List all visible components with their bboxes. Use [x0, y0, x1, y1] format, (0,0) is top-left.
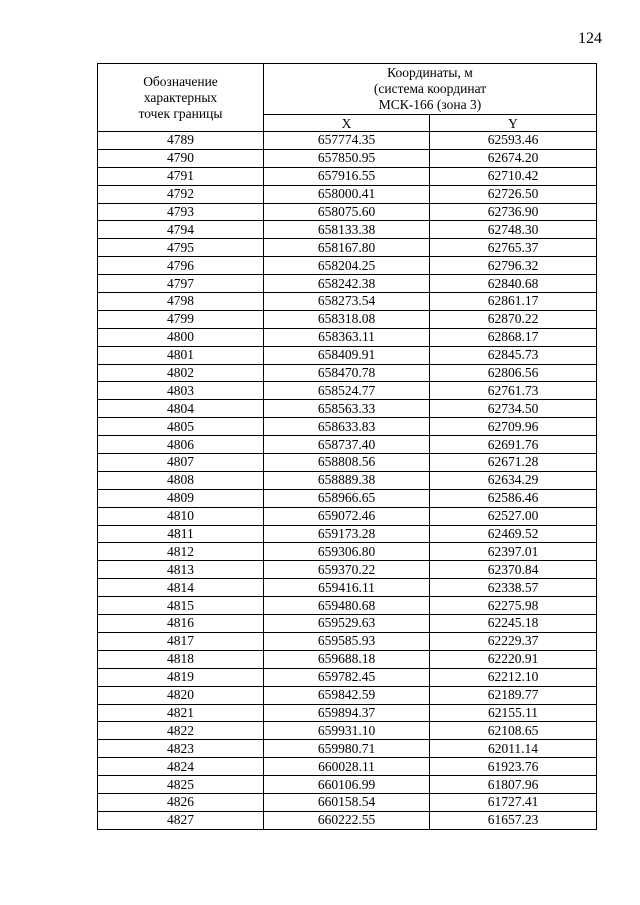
point-number-cell: 4819: [98, 668, 264, 686]
point-number-cell: 4824: [98, 758, 264, 776]
x-coordinate-cell: 659370.22: [264, 561, 430, 579]
table-row: [98, 221, 597, 239]
table-row: [98, 257, 597, 275]
table-row: [98, 668, 597, 686]
point-number-cell: 4792: [98, 185, 264, 203]
point-designation-header: [98, 64, 264, 132]
y-coordinate-cell: 62845.73: [430, 346, 597, 364]
y-coordinate-cell: 62212.10: [430, 668, 597, 686]
x-coordinate-cell: 658737.40: [264, 436, 430, 454]
y-coordinate-cell: 62469.52: [430, 525, 597, 543]
x-coordinate-cell: 659072.46: [264, 507, 430, 525]
coordinates-table-body: [98, 132, 597, 830]
y-coordinate-cell: 62861.17: [430, 293, 597, 311]
point-number-cell: 4827: [98, 811, 264, 829]
y-coordinate-cell: 62765.37: [430, 239, 597, 257]
y-coordinate-cell: 62108.65: [430, 722, 597, 740]
y-coordinate-cell: 62806.56: [430, 364, 597, 382]
table-row: [98, 328, 597, 346]
x-coordinate-cell: 659306.80: [264, 543, 430, 561]
x-coordinate-cell: 658273.54: [264, 293, 430, 311]
table-row: [98, 132, 597, 150]
table-row: [98, 811, 597, 829]
x-coordinate-cell: 658966.65: [264, 489, 430, 507]
y-coordinate-cell: 62761.73: [430, 382, 597, 400]
table-row: [98, 543, 597, 561]
x-coordinate-cell: 658563.33: [264, 400, 430, 418]
x-coordinate-cell: 658470.78: [264, 364, 430, 382]
page-number: 124: [578, 30, 602, 47]
coordinates-table: [97, 63, 597, 830]
table-row: [98, 471, 597, 489]
y-coordinate-cell: 62726.50: [430, 185, 597, 203]
y-coordinate-cell: 62527.00: [430, 507, 597, 525]
y-coordinate-cell: 62397.01: [430, 543, 597, 561]
point-number-cell: 4789: [98, 132, 264, 150]
x-coordinate-cell: 660158.54: [264, 793, 430, 811]
table-row: [98, 203, 597, 221]
y-coordinate-cell: 62338.57: [430, 579, 597, 597]
x-coordinate-cell: 659529.63: [264, 615, 430, 633]
coords-header-line-3: МСК-166 (зона 3): [378, 97, 482, 112]
x-coordinate-cell: 660106.99: [264, 776, 430, 794]
point-number-cell: 4793: [98, 203, 264, 221]
x-coordinate-cell: 660222.55: [264, 811, 430, 829]
y-coordinate-cell: 62011.14: [430, 740, 597, 758]
point-number-cell: 4808: [98, 471, 264, 489]
point-number-cell: 4791: [98, 167, 264, 185]
y-coordinate-cell: 62748.30: [430, 221, 597, 239]
x-coordinate-cell: 658000.41: [264, 185, 430, 203]
y-coordinate-cell: 61727.41: [430, 793, 597, 811]
y-coordinate-cell: 62868.17: [430, 328, 597, 346]
y-coordinate-cell: 62593.46: [430, 132, 597, 150]
table-row: [98, 454, 597, 472]
table-row: [98, 418, 597, 436]
x-coordinate-cell: 658075.60: [264, 203, 430, 221]
x-coordinate-cell: 659173.28: [264, 525, 430, 543]
point-number-cell: 4803: [98, 382, 264, 400]
y-coordinate-cell: 62155.11: [430, 704, 597, 722]
point-number-cell: 4796: [98, 257, 264, 275]
point-number-cell: 4802: [98, 364, 264, 382]
x-coordinate-cell: 658242.38: [264, 275, 430, 293]
y-column-header: Y: [430, 115, 597, 132]
y-coordinate-cell: 61807.96: [430, 776, 597, 794]
table-row: [98, 382, 597, 400]
point-number-cell: 4825: [98, 776, 264, 794]
y-coordinate-cell: 62671.28: [430, 454, 597, 472]
coords-header-line-1: Координаты, м: [387, 65, 473, 80]
table-row: [98, 758, 597, 776]
table-row: [98, 722, 597, 740]
table-row: [98, 579, 597, 597]
table-row: [98, 793, 597, 811]
y-coordinate-cell: 62736.90: [430, 203, 597, 221]
point-number-cell: 4795: [98, 239, 264, 257]
point-number-cell: 4806: [98, 436, 264, 454]
table-row: [98, 615, 597, 633]
table-row: [98, 167, 597, 185]
x-coordinate-cell: 660028.11: [264, 758, 430, 776]
point-number-cell: 4805: [98, 418, 264, 436]
table-row: [98, 364, 597, 382]
table-row: [98, 185, 597, 203]
table-row: [98, 597, 597, 615]
point-number-cell: 4816: [98, 615, 264, 633]
point-header-line-3: точек границы: [138, 105, 223, 121]
x-coordinate-cell: 658133.38: [264, 221, 430, 239]
point-number-cell: 4809: [98, 489, 264, 507]
y-coordinate-cell: 62870.22: [430, 310, 597, 328]
point-number-cell: 4817: [98, 632, 264, 650]
y-coordinate-cell: 62674.20: [430, 149, 597, 167]
point-number-cell: 4800: [98, 328, 264, 346]
table-row: [98, 400, 597, 418]
y-coordinate-cell: 61657.23: [430, 811, 597, 829]
point-number-cell: 4798: [98, 293, 264, 311]
point-number-cell: 4826: [98, 793, 264, 811]
point-header-line-2: характерных: [143, 89, 218, 105]
table-row: [98, 275, 597, 293]
point-number-cell: 4801: [98, 346, 264, 364]
y-coordinate-cell: 62189.77: [430, 686, 597, 704]
x-coordinate-cell: 659688.18: [264, 650, 430, 668]
table-row: [98, 776, 597, 794]
table-row: [98, 489, 597, 507]
y-coordinate-cell: 62734.50: [430, 400, 597, 418]
x-coordinate-cell: 658808.56: [264, 454, 430, 472]
coordinates-group-header: [264, 64, 597, 115]
point-number-cell: 4797: [98, 275, 264, 293]
point-number-cell: 4811: [98, 525, 264, 543]
table-row: [98, 149, 597, 167]
coords-header-line-2: (система координат: [373, 81, 487, 96]
point-number-cell: 4813: [98, 561, 264, 579]
y-coordinate-cell: 62709.96: [430, 418, 597, 436]
x-coordinate-cell: 658633.83: [264, 418, 430, 436]
x-coordinate-cell: 657850.95: [264, 149, 430, 167]
table-row: [98, 310, 597, 328]
x-coordinate-cell: 659980.71: [264, 740, 430, 758]
x-coordinate-cell: 659782.45: [264, 668, 430, 686]
point-number-cell: 4821: [98, 704, 264, 722]
x-coordinate-cell: 659480.68: [264, 597, 430, 615]
x-coordinate-cell: 658204.25: [264, 257, 430, 275]
x-coordinate-cell: 658318.08: [264, 310, 430, 328]
x-coordinate-cell: 659842.59: [264, 686, 430, 704]
y-coordinate-cell: 62370.84: [430, 561, 597, 579]
point-number-cell: 4794: [98, 221, 264, 239]
x-coordinate-cell: 658524.77: [264, 382, 430, 400]
table-row: [98, 632, 597, 650]
table-row: [98, 686, 597, 704]
y-coordinate-cell: 62586.46: [430, 489, 597, 507]
table-row: [98, 704, 597, 722]
y-coordinate-cell: 62840.68: [430, 275, 597, 293]
y-coordinate-cell: 62245.18: [430, 615, 597, 633]
x-coordinate-cell: 658167.80: [264, 239, 430, 257]
table-row: [98, 507, 597, 525]
y-coordinate-cell: 62796.32: [430, 257, 597, 275]
point-number-cell: 4807: [98, 454, 264, 472]
point-number-cell: 4814: [98, 579, 264, 597]
table-row: [98, 436, 597, 454]
table-row: [98, 239, 597, 257]
point-number-cell: 4818: [98, 650, 264, 668]
x-coordinate-cell: 658889.38: [264, 471, 430, 489]
point-number-cell: 4790: [98, 149, 264, 167]
y-coordinate-cell: 62275.98: [430, 597, 597, 615]
y-coordinate-cell: 62229.37: [430, 632, 597, 650]
y-coordinate-cell: 62691.76: [430, 436, 597, 454]
table-row: [98, 650, 597, 668]
x-coordinate-cell: 657916.55: [264, 167, 430, 185]
y-coordinate-cell: 62220.91: [430, 650, 597, 668]
x-coordinate-cell: 659585.93: [264, 632, 430, 650]
x-coordinate-cell: 658409.91: [264, 346, 430, 364]
point-number-cell: 4804: [98, 400, 264, 418]
point-number-cell: 4822: [98, 722, 264, 740]
point-number-cell: 4799: [98, 310, 264, 328]
table-row: [98, 293, 597, 311]
point-number-cell: 4812: [98, 543, 264, 561]
y-coordinate-cell: 62634.29: [430, 471, 597, 489]
point-number-cell: 4823: [98, 740, 264, 758]
x-coordinate-cell: 659416.11: [264, 579, 430, 597]
x-coordinate-cell: 658363.11: [264, 328, 430, 346]
point-number-cell: 4820: [98, 686, 264, 704]
point-number-cell: 4815: [98, 597, 264, 615]
table-row: [98, 740, 597, 758]
table-row: [98, 561, 597, 579]
y-coordinate-cell: 62710.42: [430, 167, 597, 185]
x-coordinate-cell: 659894.37: [264, 704, 430, 722]
table-row: [98, 346, 597, 364]
table-row: [98, 525, 597, 543]
point-header-line-1: Обозначение: [143, 73, 218, 89]
y-coordinate-cell: 61923.76: [430, 758, 597, 776]
x-coordinate-cell: 659931.10: [264, 722, 430, 740]
point-number-cell: 4810: [98, 507, 264, 525]
x-coordinate-cell: 657774.35: [264, 132, 430, 150]
x-column-header: X: [264, 115, 430, 132]
